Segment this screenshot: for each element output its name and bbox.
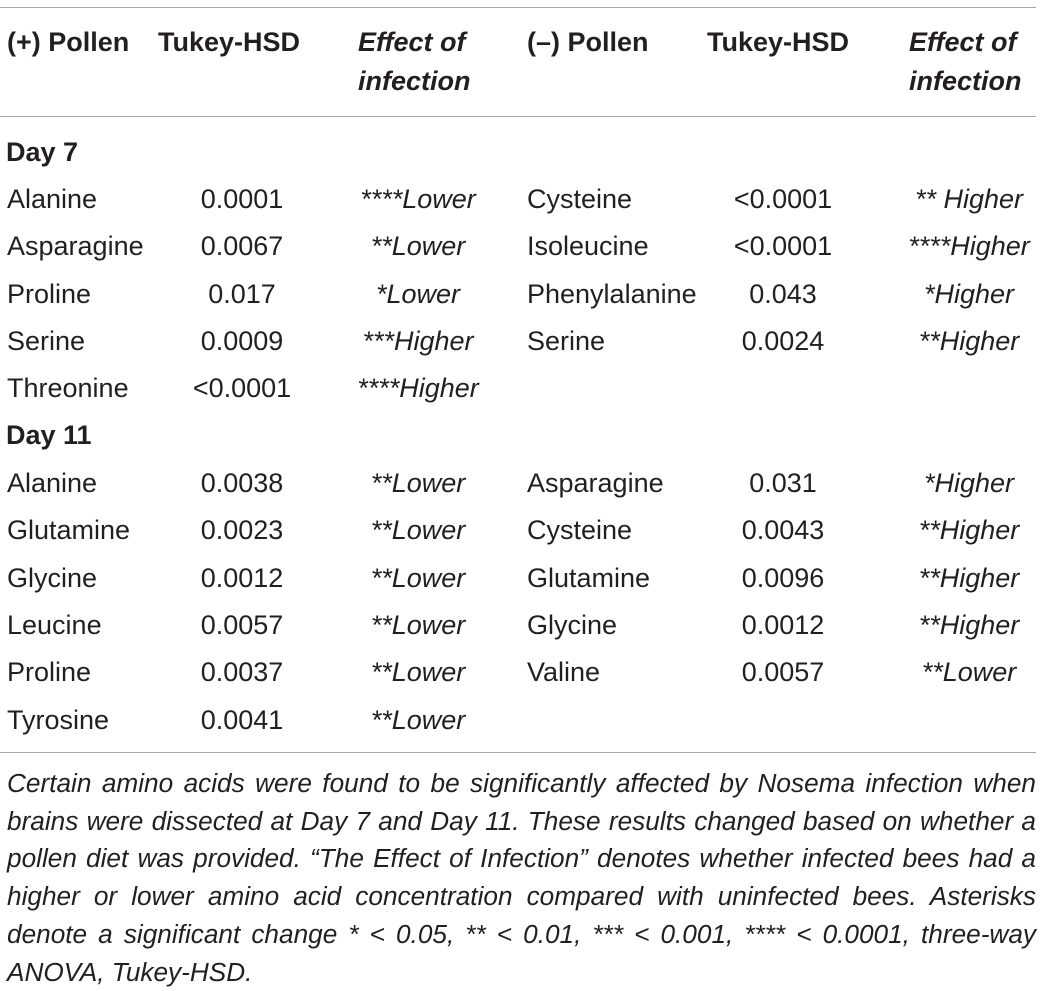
amino-acid-minus-cell: Glycine [527, 609, 618, 640]
header-effect-plus-line2: infection [358, 66, 471, 96]
section-label-day-7: Day 7 [6, 137, 79, 167]
amino-acid-plus-cell: Tyrosine [7, 704, 110, 735]
tukey-minus-cell: <0.0001 [733, 184, 833, 214]
amino-acid-plus-cell: Alanine [7, 184, 98, 214]
amino-acid-plus-cell: Asparagine [7, 231, 144, 262]
table-footnote: Certain amino acids were found to be significantly affected by Nosema infection when brains were dissected at Day 7 and Day 11. These results changed based on whether a pollen diet was provided. “The Effect of Infection” denotes whether infected bees had a higher or lower amino acid concentration compared with uninfected bees. Asterisks denote a significant change * < 0.05, ** < 0.01, *** < 0.001, **** < 0.0001, three-way ANOVA, Tukey-HSD. [7, 768, 1036, 987]
amino-acid-plus-cell: Glutamine [7, 515, 131, 546]
effect-minus-cell: **Higher [918, 325, 1020, 356]
header-tukey-minus: Tukey-HSD [707, 27, 850, 57]
effect-minus-cell: **Higher [918, 609, 1020, 640]
tukey-plus-cell: 0.0057 [200, 609, 284, 640]
tukey-plus-cell: 0.0009 [200, 325, 284, 356]
effect-minus-cell: *Higher [923, 468, 1015, 498]
effect-minus-cell: *Higher [923, 278, 1015, 309]
amino-acid-minus-cell: Cysteine [527, 184, 633, 214]
effect-minus-cell: **Lower [921, 657, 1017, 688]
amino-acid-plus-cell: Proline [7, 657, 92, 688]
effect-minus-cell: ** Higher [914, 184, 1024, 214]
effect-plus-cell: **Lower [370, 609, 466, 640]
tukey-plus-cell: <0.0001 [192, 373, 292, 404]
amino-acid-minus-cell: Valine [527, 657, 601, 688]
header-tukey-plus: Tukey-HSD [158, 27, 301, 57]
top-rule [0, 7, 1036, 8]
effect-plus-cell: **Lower [370, 704, 466, 735]
tukey-minus-cell: <0.0001 [733, 231, 833, 262]
amino-acid-minus-cell: Serine [527, 325, 606, 356]
effect-minus-cell: ****Higher [908, 231, 1030, 262]
header-effect-plus-line1: Effect of [358, 27, 466, 57]
effect-plus-cell: **Lower [370, 231, 466, 262]
effect-plus-cell: **Lower [370, 468, 466, 498]
header-rule [0, 116, 1036, 117]
header-plus-pollen: (+) Pollen [7, 27, 130, 57]
header-effect-minus-line2: infection [909, 66, 1022, 96]
effect-minus-cell: **Higher [918, 562, 1020, 593]
tukey-plus-cell: 0.017 [208, 278, 276, 309]
tukey-minus-cell: 0.0024 [741, 325, 825, 356]
amino-acid-plus-cell: Threonine [7, 373, 129, 404]
tukey-minus-cell: 0.0057 [741, 657, 825, 688]
tukey-minus-cell: 0.0096 [741, 562, 825, 593]
tukey-minus-cell: 0.031 [749, 468, 817, 498]
tukey-plus-cell: 0.0023 [200, 515, 284, 546]
amino-acid-plus-cell: Serine [7, 325, 86, 356]
amino-acid-plus-cell: Proline [7, 278, 92, 309]
amino-acid-minus-cell: Cysteine [527, 515, 633, 546]
amino-acid-minus-cell: Asparagine [527, 468, 664, 498]
amino-acid-minus-cell: Isoleucine [527, 231, 649, 262]
tukey-plus-cell: 0.0038 [200, 468, 284, 498]
effect-plus-cell: ****Lower [360, 184, 476, 214]
effect-plus-cell: **Lower [370, 657, 466, 688]
bottom-rule [0, 752, 1036, 753]
tukey-plus-cell: 0.0041 [200, 704, 284, 735]
effect-minus-cell: **Higher [918, 515, 1020, 546]
effect-plus-cell: **Lower [370, 515, 466, 546]
amino-acid-plus-cell: Alanine [7, 468, 98, 498]
tukey-plus-cell: 0.0012 [200, 562, 284, 593]
effect-plus-cell: *Lower [375, 278, 461, 309]
tukey-plus-cell: 0.0001 [200, 184, 284, 214]
header-minus-pollen: (–) Pollen [527, 27, 649, 57]
amino-acid-minus-cell: Phenylalanine [527, 278, 697, 309]
amino-acid-plus-cell: Leucine [7, 609, 102, 640]
amino-acid-plus-cell: Glycine [7, 562, 98, 593]
effect-plus-cell: ***Higher [362, 325, 474, 356]
tukey-plus-cell: 0.0067 [200, 231, 284, 262]
tukey-minus-cell: 0.043 [749, 278, 817, 309]
effect-plus-cell: **Lower [370, 562, 466, 593]
effect-plus-cell: ****Higher [357, 373, 479, 404]
header-effect-minus-line1: Effect of [909, 27, 1017, 57]
amino-acid-minus-cell: Glutamine [527, 562, 651, 593]
section-label-day-11: Day 11 [6, 420, 92, 450]
tukey-minus-cell: 0.0012 [741, 609, 825, 640]
tukey-minus-cell: 0.0043 [741, 515, 825, 546]
tukey-plus-cell: 0.0037 [200, 657, 284, 688]
